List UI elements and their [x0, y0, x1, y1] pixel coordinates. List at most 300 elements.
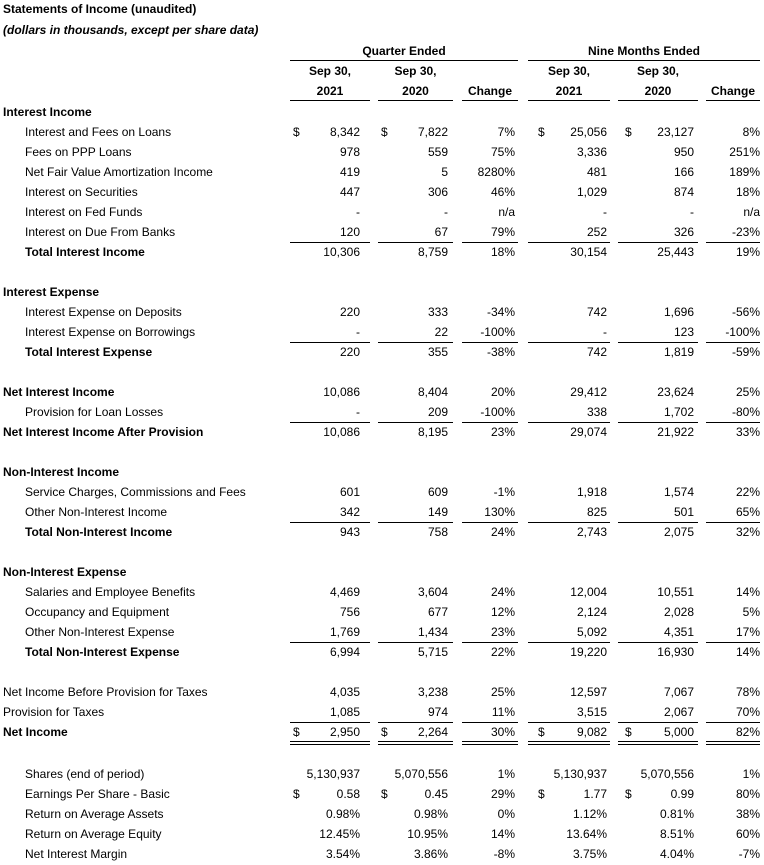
cell-n-change: 65%: [735, 505, 760, 519]
table-row: [0, 602, 764, 622]
underline: [462, 422, 518, 423]
underline: [528, 522, 610, 523]
underline: [706, 422, 760, 423]
row-label: Interest Expense on Deposits: [25, 305, 182, 319]
underline: [528, 422, 610, 423]
underline: [618, 242, 698, 243]
cell-q2021: 120: [339, 225, 360, 239]
cell-n2021: 12,597: [570, 685, 607, 699]
col-header-n2020-line2: 2020: [618, 82, 698, 101]
cell-q2020: 974: [427, 705, 448, 719]
cell-q2021: 12.45%: [319, 827, 360, 841]
table-row: [0, 242, 764, 262]
row-label: Net Fair Value Amortization Income: [25, 165, 213, 179]
cell-q-change: 14%: [490, 827, 515, 841]
cell-n2020: 501: [673, 505, 694, 519]
section-heading: Interest Income: [3, 105, 92, 119]
cell-q2021: 419: [339, 165, 360, 179]
underline: [290, 642, 370, 643]
cell-n2020: 25,443: [657, 245, 694, 259]
cell-q2021: 5,130,937: [306, 767, 360, 781]
cell-q-change: 24%: [490, 585, 515, 599]
row-label: Total Non-Interest Expense: [25, 645, 180, 659]
cell-q2021: -: [356, 405, 360, 419]
cell-q-change: 12%: [490, 605, 515, 619]
cell-n-change: 14%: [735, 585, 760, 599]
cell-n2020: 23,127: [657, 125, 694, 139]
group-header-nine-months: Nine Months Ended: [528, 42, 760, 61]
row-label: Interest on Due From Banks: [25, 225, 176, 239]
cell-q2020: 5: [441, 165, 448, 179]
cell-q2021: 220: [339, 305, 360, 319]
cell-n-change: 60%: [735, 827, 760, 841]
dollar-sign: $: [538, 725, 545, 739]
table-row: [0, 522, 764, 542]
cell-q-change: 75%: [490, 145, 515, 159]
row-label: Provision for Taxes: [3, 705, 105, 719]
cell-q2020: 5,715: [417, 645, 448, 659]
cell-n2021: 1.12%: [572, 807, 607, 821]
group-header-quarter: Quarter Ended: [290, 42, 518, 61]
cell-q2021: 10,306: [323, 245, 360, 259]
double-underline: [462, 741, 518, 745]
cell-n-change: 80%: [735, 787, 760, 801]
cell-n2021: 481: [586, 165, 607, 179]
cell-q2020: 209: [427, 405, 448, 419]
cell-q2020: 333: [427, 305, 448, 319]
double-underline: [706, 741, 760, 745]
cell-q2020: 8,195: [417, 425, 448, 439]
table-row: [0, 222, 764, 242]
col-header-q-change: Change: [462, 82, 518, 101]
cell-q-change: -100%: [480, 405, 515, 419]
dollar-sign: $: [625, 125, 632, 139]
cell-q2021: 10,086: [323, 385, 360, 399]
cell-n2020: 2,028: [663, 605, 694, 619]
cell-n2021: 9,082: [576, 725, 607, 739]
cell-q2021: 342: [339, 505, 360, 519]
dollar-sign: $: [538, 125, 545, 139]
cell-n2021: 825: [586, 505, 607, 519]
table-row: [0, 824, 764, 844]
col-header-q2020-line1: Sep 30,: [394, 64, 437, 78]
underline: [528, 242, 610, 243]
cell-n2021: 742: [586, 305, 607, 319]
row-label: Interest Expense on Borrowings: [25, 325, 196, 339]
cell-n2021: 338: [586, 405, 607, 419]
cell-q2021: 4,035: [329, 685, 360, 699]
underline: [290, 342, 370, 343]
cell-q2020: 8,404: [417, 385, 448, 399]
cell-n-change: n/a: [743, 205, 760, 219]
underline: [706, 342, 760, 343]
table-row: [0, 844, 764, 864]
cell-n2020: 1,574: [663, 485, 694, 499]
cell-n2021: 1,029: [576, 185, 607, 199]
row-label: Total Interest Expense: [25, 345, 153, 359]
cell-q-change: -8%: [493, 847, 515, 861]
cell-q2020: 22: [434, 325, 448, 339]
cell-q-change: 22%: [490, 645, 515, 659]
cell-n-change: 14%: [735, 645, 760, 659]
double-underline: [528, 741, 610, 745]
cell-n2020: 21,922: [657, 425, 694, 439]
underline: [462, 642, 518, 643]
cell-q-change: 24%: [490, 525, 515, 539]
col-header-q2020-line2: 2020: [378, 82, 453, 101]
row-label: Net Income: [3, 725, 68, 739]
row-label: Shares (end of period): [25, 767, 145, 781]
table-row: [0, 142, 764, 162]
cell-n-change: -23%: [731, 225, 760, 239]
table-row: [0, 122, 764, 142]
row-label: Salaries and Employee Benefits: [25, 585, 196, 599]
cell-q2020: 3,604: [417, 585, 448, 599]
table-row: [0, 322, 764, 342]
cell-q2020: 149: [427, 505, 448, 519]
dollar-sign: $: [625, 725, 632, 739]
statement-subtitle: (dollars in thousands, except per share data): [3, 23, 259, 37]
row-label: Return on Average Equity: [25, 827, 162, 841]
cell-q2020: 1,434: [417, 625, 448, 639]
cell-n2020: 5,070,556: [640, 767, 694, 781]
cell-n2020: 16,930: [657, 645, 694, 659]
underline: [378, 342, 453, 343]
cell-q2021: 1,085: [329, 705, 360, 719]
underline: [462, 242, 518, 243]
cell-n2021: 5,092: [576, 625, 607, 639]
row-label: Net Interest Income: [3, 385, 115, 399]
row-label: Interest on Securities: [25, 185, 138, 199]
underline: [528, 642, 610, 643]
cell-q2021: 943: [339, 525, 360, 539]
cell-n2020: 166: [673, 165, 694, 179]
cell-n2021: 1.77: [583, 787, 607, 801]
cell-q2020: 3.86%: [413, 847, 448, 861]
cell-n2021: 742: [586, 345, 607, 359]
cell-q-change: -100%: [480, 325, 515, 339]
underline: [378, 242, 453, 243]
table-row: [0, 282, 764, 302]
underline: [618, 642, 698, 643]
row-label: Earnings Per Share - Basic: [25, 787, 170, 801]
cell-n-change: -80%: [731, 405, 760, 419]
cell-n-change: 1%: [742, 767, 760, 781]
double-underline: [618, 741, 698, 745]
cell-q2021: -: [356, 205, 360, 219]
cell-n2021: 29,412: [570, 385, 607, 399]
table-row: [0, 642, 764, 662]
cell-q2020: 7,822: [417, 125, 448, 139]
cell-n-change: 18%: [735, 185, 760, 199]
cell-q-change: 0%: [497, 807, 515, 821]
dollar-sign: $: [625, 787, 632, 801]
cell-n2020: 8.51%: [659, 827, 694, 841]
section-heading: Interest Expense: [3, 285, 100, 299]
table-row: [0, 582, 764, 602]
cell-q2021: 1,769: [329, 625, 360, 639]
cell-q2020: 306: [427, 185, 448, 199]
cell-q2021: 447: [339, 185, 360, 199]
table-row: [0, 302, 764, 322]
cell-q-change: 8280%: [477, 165, 515, 179]
cell-n-change: 32%: [735, 525, 760, 539]
cell-n-change: 22%: [735, 485, 760, 499]
row-label: Service Charges, Commissions and Fees: [25, 485, 246, 499]
cell-q2020: 758: [427, 525, 448, 539]
underline: [706, 722, 760, 723]
cell-q2020: 10.95%: [407, 827, 448, 841]
row-label: Other Non-Interest Income: [25, 505, 168, 519]
cell-n2021: 30,154: [570, 245, 607, 259]
table-row: [0, 422, 764, 442]
col-header-n2020-line1: Sep 30,: [636, 64, 680, 78]
cell-n2021: 29,074: [570, 425, 607, 439]
underline: [462, 722, 518, 723]
row-label: Interest on Fed Funds: [25, 205, 143, 219]
cell-n-change: -56%: [731, 305, 760, 319]
cell-q-change: -38%: [486, 345, 515, 359]
table-row: [0, 202, 764, 222]
cell-q2021: 220: [339, 345, 360, 359]
row-label: Total Interest Income: [25, 245, 145, 259]
underline: [528, 342, 610, 343]
cell-q2020: 2,264: [417, 725, 448, 739]
cell-q2021: 6,994: [329, 645, 360, 659]
cell-q2021: 8,342: [329, 125, 360, 139]
cell-q2020: 609: [427, 485, 448, 499]
row-label: Other Non-Interest Expense: [25, 625, 175, 639]
cell-n2021: 5,130,937: [553, 767, 607, 781]
cell-q2020: 0.45: [424, 787, 448, 801]
cell-q2021: 0.98%: [325, 807, 360, 821]
col-header-n2021-line1: Sep 30,: [547, 64, 591, 78]
underline: [378, 722, 453, 723]
dollar-sign: $: [293, 725, 300, 739]
row-label: Provision for Loan Losses: [25, 405, 164, 419]
underline: [618, 422, 698, 423]
col-header-n2021-line2: 2021: [528, 82, 610, 101]
table-row: [0, 342, 764, 362]
table-row: [0, 702, 764, 722]
cell-q-change: -34%: [486, 305, 515, 319]
dollar-sign: $: [538, 787, 545, 801]
cell-n2021: 25,056: [570, 125, 607, 139]
underline: [706, 242, 760, 243]
cell-n2020: -: [690, 205, 694, 219]
cell-n-change: 251%: [729, 145, 760, 159]
table-row: [0, 764, 764, 784]
dollar-sign: $: [381, 787, 388, 801]
cell-n-change: 19%: [735, 245, 760, 259]
table-row: [0, 682, 764, 702]
underline: [528, 722, 610, 723]
cell-n2021: -: [603, 325, 607, 339]
underline: [618, 342, 698, 343]
table-row: [0, 804, 764, 824]
row-label: Fees on PPP Loans: [25, 145, 132, 159]
underline: [462, 522, 518, 523]
cell-q2020: 67: [434, 225, 448, 239]
underline: [618, 722, 698, 723]
cell-n2020: 2,075: [663, 525, 694, 539]
cell-q-change: 11%: [491, 705, 515, 719]
row-label: Occupancy and Equipment: [25, 605, 170, 619]
table-row: [0, 182, 764, 202]
cell-q2021: 601: [339, 485, 360, 499]
cell-q2021: 3.54%: [325, 847, 360, 861]
cell-q-change: 130%: [484, 505, 515, 519]
table-row: [0, 402, 764, 422]
dollar-sign: $: [293, 787, 300, 801]
cell-n-change: 5%: [742, 605, 760, 619]
cell-q2021: 2,950: [329, 725, 360, 739]
double-underline: [378, 741, 453, 745]
underline: [618, 522, 698, 523]
cell-q-change: 23%: [490, 425, 515, 439]
col-header-q2021-line1: Sep 30,: [308, 64, 352, 78]
cell-n2020: 950: [673, 145, 694, 159]
cell-n2021: 12,004: [570, 585, 607, 599]
cell-q-change: 1%: [497, 767, 515, 781]
cell-n2020: 0.81%: [659, 807, 694, 821]
cell-n-change: 78%: [735, 685, 760, 699]
cell-q2020: 677: [427, 605, 448, 619]
underline: [290, 722, 370, 723]
cell-q2020: 8,759: [417, 245, 448, 259]
underline: [706, 642, 760, 643]
underline: [378, 422, 453, 423]
underline: [706, 522, 760, 523]
col-header-n-change: Change: [706, 82, 760, 101]
dollar-sign: $: [293, 125, 300, 139]
underline: [290, 422, 370, 423]
section-heading: Non-Interest Income: [3, 465, 120, 479]
cell-q-change: n/a: [498, 205, 515, 219]
table-row: [0, 102, 764, 122]
cell-q2020: 5,070,556: [394, 767, 448, 781]
row-label: Net Interest Margin: [25, 847, 128, 861]
cell-q-change: 30%: [490, 725, 515, 739]
table-row: [0, 562, 764, 582]
cell-n2020: 326: [673, 225, 694, 239]
table-row: [0, 162, 764, 182]
cell-n-change: 8%: [742, 125, 760, 139]
cell-q-change: 23%: [490, 625, 515, 639]
cell-n2021: 1,918: [576, 485, 607, 499]
cell-q2021: 10,086: [323, 425, 360, 439]
cell-q2021: 756: [339, 605, 360, 619]
cell-n-change: 25%: [735, 385, 760, 399]
cell-q2021: 0.58: [336, 787, 360, 801]
underline: [290, 242, 370, 243]
cell-n2020: 2,067: [663, 705, 694, 719]
cell-n2021: 19,220: [570, 645, 607, 659]
row-label: Net Interest Income After Provision: [3, 425, 204, 439]
cell-q2020: 0.98%: [413, 807, 448, 821]
cell-n2021: 2,124: [576, 605, 607, 619]
table-row: [0, 622, 764, 642]
cell-n-change: 189%: [729, 165, 760, 179]
underline: [290, 522, 370, 523]
section-heading: Non-Interest Expense: [3, 565, 127, 579]
statement-title: Statements of Income (unaudited): [3, 2, 197, 16]
cell-n2020: 874: [673, 185, 694, 199]
cell-n2021: 3.75%: [572, 847, 607, 861]
table-row: [0, 462, 764, 482]
cell-q2020: -: [444, 205, 448, 219]
cell-n2020: 10,551: [657, 585, 694, 599]
dollar-sign: $: [381, 125, 388, 139]
cell-n2020: 23,624: [657, 385, 694, 399]
cell-q2020: 3,238: [417, 685, 448, 699]
underline: [462, 342, 518, 343]
table-row: [0, 722, 764, 742]
row-label: Total Non-Interest Income: [25, 525, 173, 539]
cell-q2020: 559: [427, 145, 448, 159]
cell-n-change: -59%: [731, 345, 760, 359]
cell-n-change: 17%: [735, 625, 760, 639]
cell-n-change: -7%: [738, 847, 760, 861]
cell-n2021: 252: [586, 225, 607, 239]
cell-n2020: 7,067: [663, 685, 694, 699]
cell-n2020: 123: [673, 325, 694, 339]
underline: [378, 522, 453, 523]
cell-q2020: 355: [427, 345, 448, 359]
row-label: Interest and Fees on Loans: [25, 125, 172, 139]
cell-q2021: 978: [339, 145, 360, 159]
cell-n2021: -: [603, 205, 607, 219]
row-label: Return on Average Assets: [25, 807, 164, 821]
table-row: [0, 382, 764, 402]
cell-n2021: 13.64%: [566, 827, 607, 841]
cell-q-change: 7%: [497, 125, 515, 139]
cell-n2020: 1,819: [663, 345, 694, 359]
cell-n-change: 33%: [735, 425, 760, 439]
cell-q-change: 46%: [490, 185, 515, 199]
cell-q-change: 18%: [490, 245, 515, 259]
double-underline: [290, 741, 370, 745]
cell-q2021: 4,469: [329, 585, 360, 599]
cell-n2021: 2,743: [576, 525, 607, 539]
table-row: [0, 482, 764, 502]
cell-n2020: 4.04%: [659, 847, 694, 861]
cell-n2021: 3,515: [576, 705, 607, 719]
cell-n-change: 38%: [735, 807, 760, 821]
cell-n2020: 0.99: [670, 787, 694, 801]
table-row: [0, 784, 764, 804]
dollar-sign: $: [381, 725, 388, 739]
col-header-q2021-line2: 2021: [290, 82, 370, 101]
cell-q-change: -1%: [493, 485, 515, 499]
cell-q2021: -: [356, 325, 360, 339]
cell-q-change: 79%: [490, 225, 515, 239]
row-label: Net Income Before Provision for Taxes: [3, 685, 208, 699]
cell-n2020: 4,351: [663, 625, 694, 639]
table-row: [0, 502, 764, 522]
cell-n2020: 1,696: [663, 305, 694, 319]
cell-n-change: -100%: [725, 325, 760, 339]
cell-n2021: 3,336: [576, 145, 607, 159]
cell-n-change: 82%: [735, 725, 760, 739]
cell-q-change: 25%: [490, 685, 515, 699]
cell-q-change: 29%: [490, 787, 515, 801]
underline: [378, 642, 453, 643]
cell-n2020: 5,000: [663, 725, 694, 739]
cell-n2020: 1,702: [663, 405, 694, 419]
cell-q-change: 20%: [490, 385, 515, 399]
cell-n-change: 70%: [735, 705, 760, 719]
